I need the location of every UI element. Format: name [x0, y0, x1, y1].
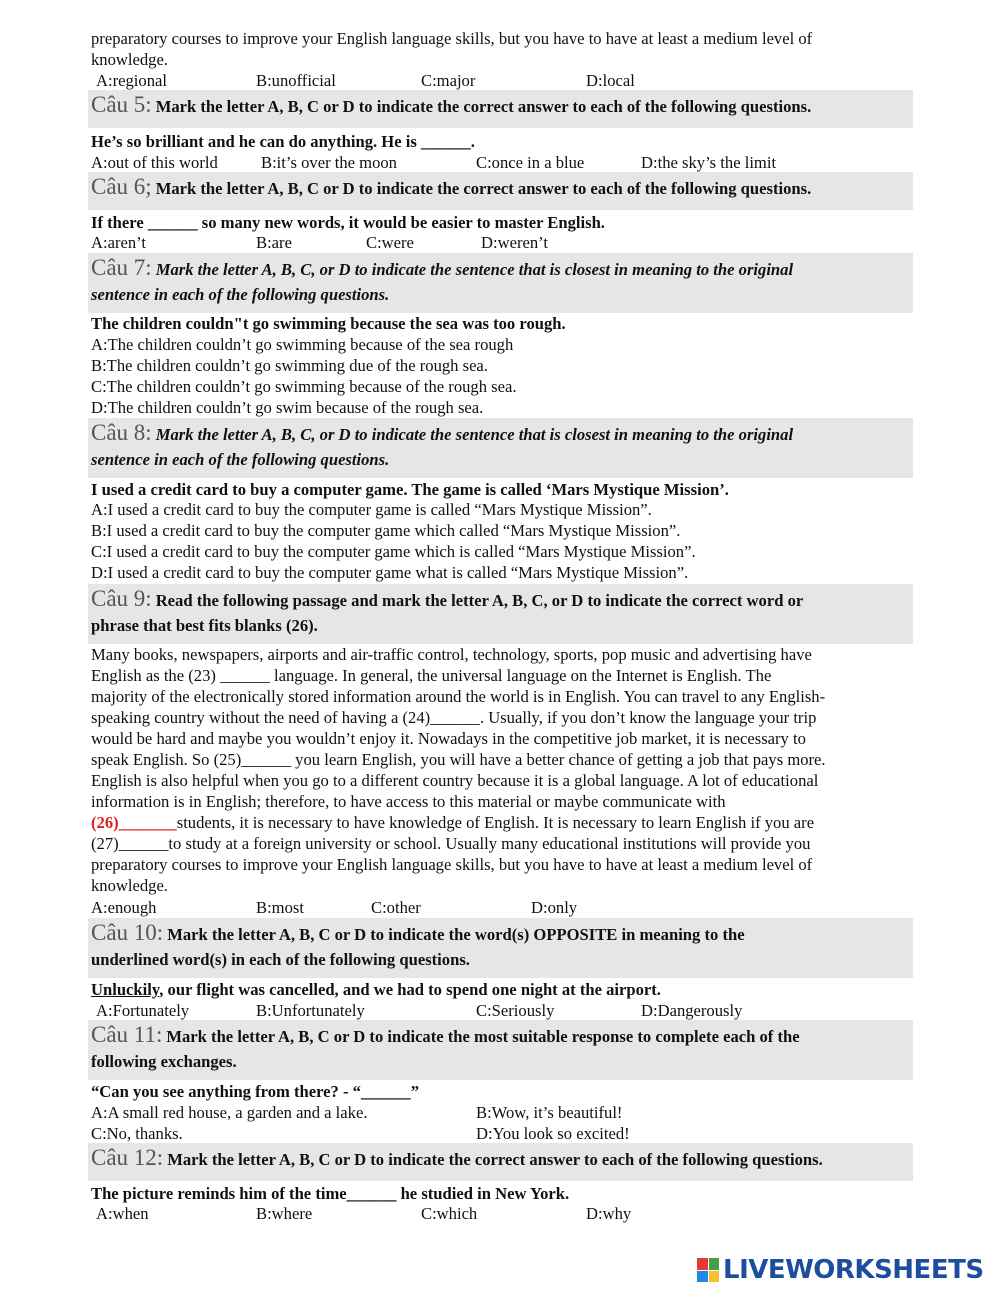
logo-text: LIVEWORKSHEETS: [723, 1255, 984, 1285]
blank-26-highlight: (26)_______: [91, 813, 177, 832]
q9-option-d[interactable]: D:only: [531, 898, 578, 917]
question-8-instruction-1: Mark the letter A, B, C, or D to indicate the sentence that is closest in meaning to the original: [155, 425, 794, 444]
passage-line-12: knowledge.: [91, 876, 168, 895]
question-12-instruction: Mark the letter A, B, C or D to indicate the correct answer to each of the following questions.: [167, 1150, 823, 1169]
question-10-number: Câu 10:: [91, 920, 164, 945]
q6-option-a[interactable]: A:aren’t: [91, 233, 146, 252]
intro-option-d[interactable]: D:local: [586, 71, 635, 90]
q12-option-b[interactable]: B:where: [256, 1204, 313, 1223]
q5-option-a[interactable]: A:out of this world: [91, 153, 218, 172]
logo-blocks-icon: [697, 1258, 719, 1282]
question-5-instruction: Mark the letter A, B, C or D to indicate the correct answer to each of the following questions.: [155, 97, 812, 116]
question-7-instruction-2: sentence in each of the following questions.: [91, 285, 390, 304]
question-11-instruction-2: following exchanges.: [91, 1052, 237, 1071]
question-5-text: He’s so brilliant and he can do anything. He is ______.: [91, 132, 475, 151]
q12-option-c[interactable]: C:which: [421, 1204, 478, 1223]
question-11-text: “Can you see anything from there? - “______”: [91, 1082, 420, 1101]
underlined-word: Unluckily: [91, 980, 160, 999]
q5-option-b[interactable]: B:it’s over the moon: [261, 153, 397, 172]
question-7-header: [88, 253, 913, 313]
intro-line-1: preparatory courses to improve your English language skills, but you have to have at least a medium level of: [91, 29, 813, 48]
q10-option-c[interactable]: C:Seriously: [476, 1001, 555, 1020]
question-9-number: Câu 9:: [91, 586, 152, 611]
q8-option-c[interactable]: C:I used a credit card to buy the computer game which is called “Mars Mystique Mission”.: [91, 542, 696, 561]
q6-option-d[interactable]: D:weren’t: [481, 233, 548, 252]
q10-option-d[interactable]: D:Dangerously: [641, 1001, 743, 1020]
passage-line-8: information is in English; therefore, to have access to this material or maybe communicate with: [91, 792, 726, 811]
q9-option-c[interactable]: C:other: [371, 898, 421, 917]
q7-option-a[interactable]: A:The children couldn’t go swimming because of the sea rough: [91, 335, 514, 354]
question-7-instruction-1: Mark the letter A, B, C, or D to indicate the sentence that is closest in meaning to the original: [155, 260, 794, 279]
intro-option-a[interactable]: A:regional: [96, 71, 167, 90]
question-10-header: [88, 918, 913, 978]
question-7-number: Câu 7:: [91, 255, 152, 280]
q12-option-a[interactable]: A:when: [96, 1204, 149, 1223]
q8-option-b[interactable]: B:I used a credit card to buy the computer game which called “Mars Mystique Mission”.: [91, 521, 681, 540]
q12-option-d[interactable]: D:why: [586, 1204, 632, 1223]
q6-option-b[interactable]: B:are: [256, 233, 292, 252]
question-11-instruction-1: Mark the letter A, B, C or D to indicate the most suitable response to complete each of the: [166, 1027, 800, 1046]
q7-option-d[interactable]: D:The children couldn’t go swim because of the rough sea.: [91, 398, 484, 417]
passage-line-9: [91, 812, 814, 833]
q7-option-b[interactable]: B:The children couldn’t go swimming due of the rough sea.: [91, 356, 488, 375]
question-10-text: [91, 979, 661, 1000]
passage-line-2: English as the (23) ______ language. In general, the universal language on the Internet is English. The: [91, 666, 772, 685]
q8-option-a[interactable]: A:I used a credit card to buy the computer game is called “Mars Mystique Mission”.: [91, 500, 652, 519]
q6-option-c[interactable]: C:were: [366, 233, 414, 252]
intro-option-b[interactable]: B:unofficial: [256, 71, 336, 90]
question-5-number: Câu 5:: [91, 92, 152, 117]
question-9-header: [88, 584, 913, 644]
passage-line-6: speak English. So (25)______ you learn English, you will have a better chance of getting a job that pays more.: [91, 750, 826, 769]
liveworksheets-logo: [697, 1255, 984, 1285]
passage-line-9-text: students, it is necessary to have knowledge of English. It is necessary to learn English if you are: [176, 813, 815, 832]
question-6-instruction: Mark the letter A, B, C or D to indicate the correct answer to each of the following questions.: [155, 179, 812, 198]
question-8-text: I used a credit card to buy a computer game. The game is called ‘Mars Mystique Mission’.: [91, 480, 729, 499]
question-12-number: Câu 12:: [91, 1145, 164, 1170]
question-6-number: Câu 6;: [91, 174, 152, 199]
question-10-rest: , our flight was cancelled, and we had to spend one night at the airport.: [159, 980, 661, 999]
question-8-number: Câu 8:: [91, 420, 152, 445]
question-5-header: [88, 90, 913, 128]
passage-line-10: (27)______to study at a foreign university or school. Usually many educational institutions will provide you: [91, 834, 811, 853]
q5-option-c[interactable]: C:once in a blue: [476, 153, 585, 172]
question-11-number: Câu 11:: [91, 1022, 163, 1047]
passage-line-5: would be hard and maybe you wouldn’t enjoy it. Nowadays in the competitive job market, it is necessary to: [91, 729, 806, 748]
question-9-instruction-2: phrase that best fits blanks (26).: [91, 616, 318, 635]
q10-option-b[interactable]: B:Unfortunately: [256, 1001, 365, 1020]
intro-line-2: knowledge.: [91, 50, 168, 69]
q8-option-d[interactable]: D:I used a credit card to buy the computer game what is called “Mars Mystique Mission”.: [91, 563, 689, 582]
q7-option-c[interactable]: C:The children couldn’t go swimming because of the rough sea.: [91, 377, 517, 396]
q10-option-a[interactable]: A:Fortunately: [96, 1001, 190, 1020]
q11-option-d[interactable]: D:You look so excited!: [476, 1124, 630, 1143]
question-8-header: [88, 418, 913, 478]
q5-option-d[interactable]: D:the sky’s the limit: [641, 153, 777, 172]
question-10-instruction-2: underlined word(s) in each of the following questions.: [91, 950, 470, 969]
passage-line-7: English is also helpful when you go to a different country because it is a global language. A lot of educational: [91, 771, 819, 790]
question-10-instruction-1: Mark the letter A, B, C or D to indicate the word(s) OPPOSITE in meaning to the: [167, 925, 745, 944]
question-9-instruction-1: Read the following passage and mark the letter A, B, C, or D to indicate the correct word or: [155, 591, 804, 610]
q11-option-a[interactable]: A:A small red house, a garden and a lake.: [91, 1103, 368, 1122]
passage-line-11: preparatory courses to improve your English language skills, but you have to have at least a medium level of: [91, 855, 813, 874]
q9-option-a[interactable]: A:enough: [91, 898, 157, 917]
passage-line-3: majority of the electronically stored information around the world is in English. You can travel to any English-: [91, 687, 826, 706]
question-12-header: [88, 1143, 913, 1181]
question-12-text: The picture reminds him of the time______ he studied in New York.: [91, 1184, 570, 1203]
intro-option-c[interactable]: C:major: [421, 71, 476, 90]
question-11-header: [88, 1020, 913, 1080]
question-6-text: If there ______ so many new words, it would be easier to master English.: [91, 213, 605, 232]
passage-line-1: Many books, newspapers, airports and air-traffic control, technology, sports, pop music and advertising have: [91, 645, 812, 664]
q11-option-c[interactable]: C:No, thanks.: [91, 1124, 183, 1143]
question-7-text: The children couldn"t go swimming because the sea was too rough.: [91, 314, 566, 333]
passage-line-4: speaking country without the need of having a (24)______. Usually, if you don’t know the language your trip: [91, 708, 817, 727]
question-6-header: [88, 172, 913, 210]
q9-option-b[interactable]: B:most: [256, 898, 304, 917]
q11-option-b[interactable]: B:Wow, it’s beautiful!: [476, 1103, 623, 1122]
question-8-instruction-2: sentence in each of the following questions.: [91, 450, 390, 469]
